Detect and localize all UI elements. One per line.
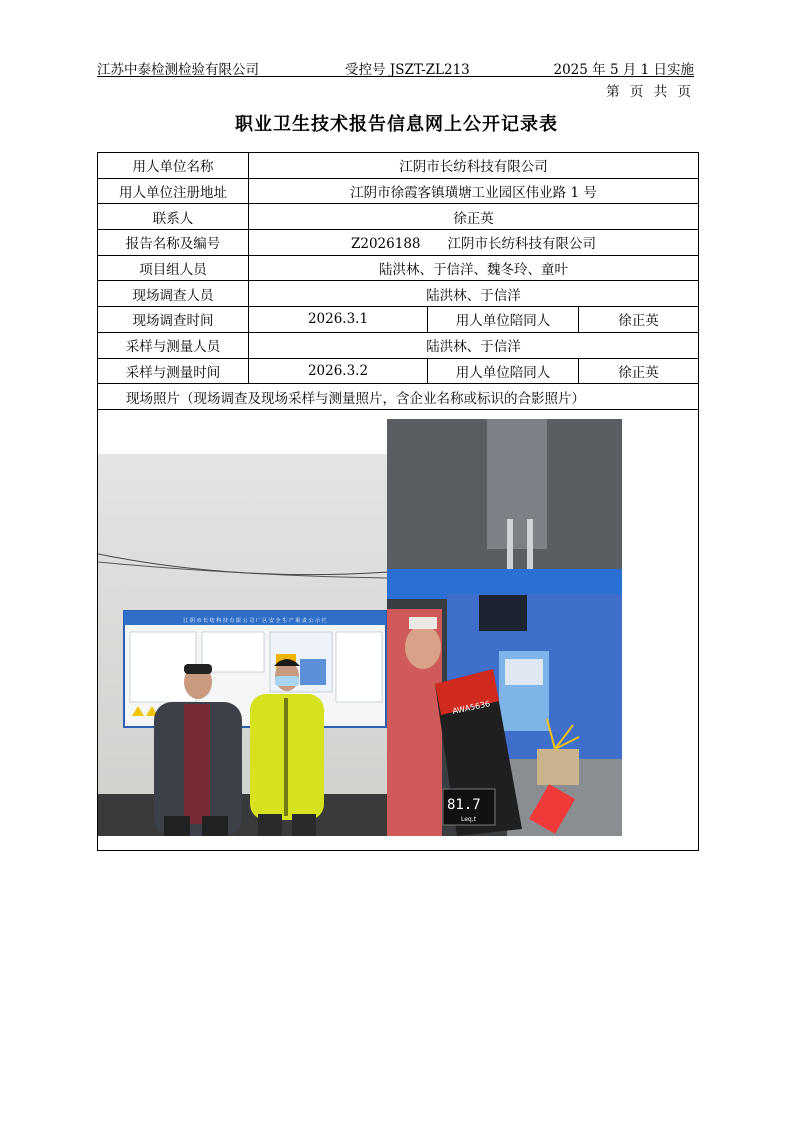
value-team: 陆洪林、于信洋、魏冬玲、童叶 xyxy=(249,255,699,281)
value-sampling-companion: 徐正英 xyxy=(579,358,699,384)
label-sampling-staff: 采样与测量人员 xyxy=(98,332,249,358)
value-survey-time: 2026.3.1 xyxy=(249,307,428,333)
label-team: 项目组人员 xyxy=(98,255,249,281)
label-photos: 现场照片（现场调查及现场采样与测量照片，含企业名称或标识的合影照片） xyxy=(98,384,699,410)
group-photo xyxy=(98,454,387,836)
row-survey-staff xyxy=(98,281,699,307)
control-screen xyxy=(505,659,543,685)
label-employer-name: 用人单位名称 xyxy=(98,153,249,179)
value-survey-companion: 徐正英 xyxy=(579,307,699,333)
page-header xyxy=(97,58,694,77)
label-survey-staff: 现场调查人员 xyxy=(98,281,249,307)
board-panel xyxy=(336,632,382,702)
ground xyxy=(98,794,387,836)
worker-face xyxy=(405,625,441,669)
control-box xyxy=(479,595,527,631)
row-report xyxy=(98,230,699,256)
board-title: 江 阴 市 长 纺 科 技 有 限 公 司 厂 区 安 全 生 产 职 责 公 示 栏 xyxy=(183,617,327,624)
row-survey-time xyxy=(98,307,699,333)
value-survey-staff: 陆洪林、于信洋 xyxy=(249,281,699,307)
row-photos xyxy=(98,409,699,850)
label-report: 报告名称及编号 xyxy=(98,230,249,256)
value-address: 江阴市徐霞客镇璜塘工业园区伟业路 1 号 xyxy=(249,178,699,204)
label-contact: 联系人 xyxy=(98,204,249,230)
row-team xyxy=(98,255,699,281)
worker-cap xyxy=(409,617,437,629)
header-effective-date: 2025 年 5 月 1 日实施 xyxy=(553,62,694,78)
header-company: 江苏中泰检测检验有限公司 xyxy=(97,62,259,78)
header-control-no: 受控号 JSZT-ZL213 xyxy=(345,62,470,78)
meter-unit: Leq,t xyxy=(461,815,476,823)
label-sampling-companion: 用人单位陪同人 xyxy=(428,358,579,384)
value-sampling-staff: 陆洪林、于信洋 xyxy=(249,332,699,358)
value-report: Z2026188 江阴市长纺科技有限公司 xyxy=(249,230,699,256)
value-employer-name: 江阴市长纺科技有限公司 xyxy=(249,153,699,179)
label-sampling-time: 采样与测量时间 xyxy=(98,358,249,384)
row-sampling-time xyxy=(98,358,699,384)
label-address: 用人单位注册地址 xyxy=(98,178,249,204)
document-title: 职业卫生技术报告信息网上公开记录表 xyxy=(235,114,558,135)
page-number-info: 第 页 共 页 xyxy=(606,84,694,100)
value-contact: 徐正英 xyxy=(249,204,699,230)
measurement-photo xyxy=(387,419,622,836)
value-sampling-time: 2026.3.2 xyxy=(249,358,428,384)
meter-brand: AWA5636 xyxy=(451,699,491,716)
meter-reading: 81.7 xyxy=(447,796,481,813)
board-diagram xyxy=(300,659,326,685)
overhead-unit xyxy=(487,419,547,549)
box xyxy=(537,749,579,785)
row-photos-label xyxy=(98,384,699,410)
row-contact xyxy=(98,204,699,230)
row-employer-name xyxy=(98,153,699,179)
row-sampling-staff xyxy=(98,332,699,358)
label-survey-time: 现场调查时间 xyxy=(98,307,249,333)
record-table xyxy=(97,152,699,851)
photos-cell xyxy=(98,409,699,850)
label-survey-companion: 用人单位陪同人 xyxy=(428,307,579,333)
row-address xyxy=(98,178,699,204)
